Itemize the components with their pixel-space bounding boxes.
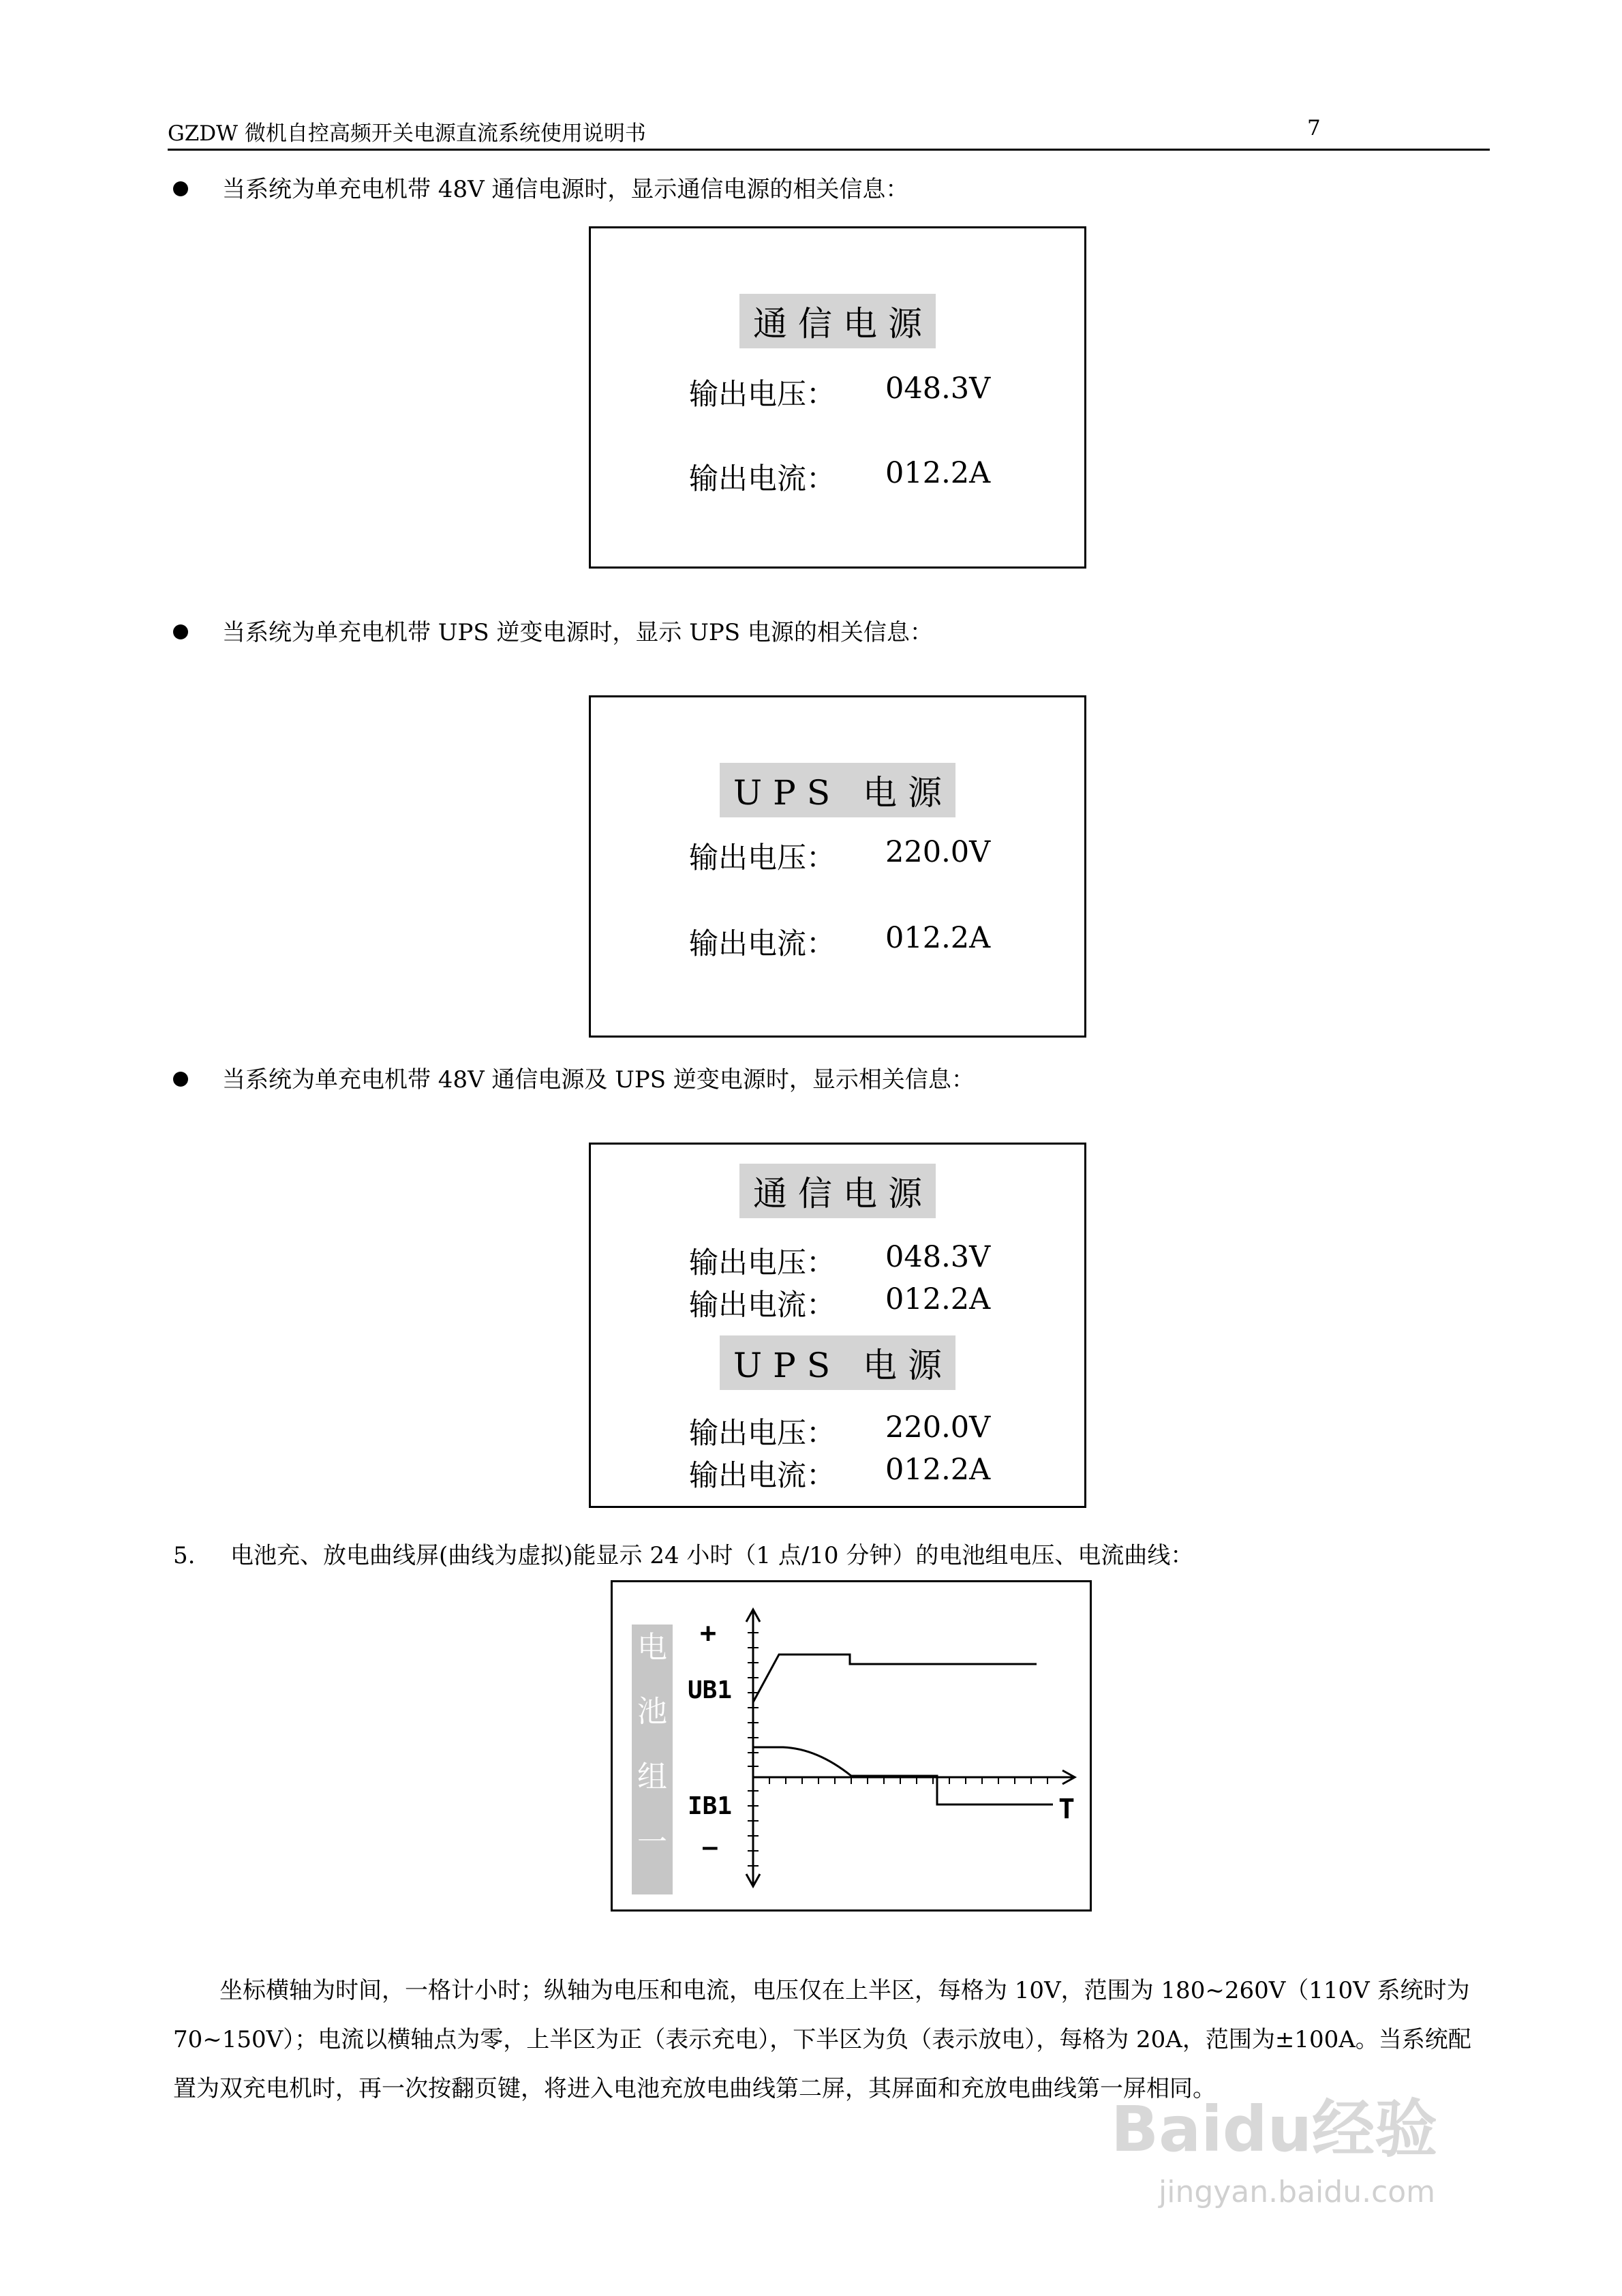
bullet-item-3 <box>173 1061 975 1094</box>
current-label: 输出电流： <box>689 1459 836 1493</box>
voltage-curve <box>753 1655 1037 1702</box>
current-label: 输出电流： <box>689 927 836 961</box>
t-axis-label: T <box>1058 1794 1075 1825</box>
voltage-value: 220.0V <box>885 835 991 869</box>
minus-sign: – <box>703 1833 718 1861</box>
current-value: 012.2A <box>885 456 991 490</box>
screen-title: UPS 电源 <box>720 763 955 817</box>
current-value: 012.2A <box>885 1282 991 1316</box>
bullet-item-2 <box>173 614 933 647</box>
side-label-char-1: 电 <box>637 1630 667 1665</box>
screen-title-ups: UPS 电源 <box>720 1335 955 1390</box>
bullet-item-1 <box>173 170 908 204</box>
baidu-watermark-url: jingyan.baidu.com <box>1159 2175 1436 2209</box>
current-label: 输出电流： <box>689 1288 836 1323</box>
comm-and-ups-screen <box>589 1143 1086 1508</box>
side-label-char-4: 一 <box>637 1825 667 1860</box>
voltage-label: 输出电压： <box>689 1417 836 1451</box>
side-label-char-2: 池 <box>637 1694 667 1729</box>
battery-curve-diagram <box>613 1582 1090 1909</box>
voltage-value: 048.3V <box>885 1240 991 1274</box>
side-label-char-3: 组 <box>637 1759 667 1794</box>
ub1-label: UB1 <box>688 1676 733 1704</box>
plus-sign: + <box>700 1618 717 1649</box>
voltage-value: 220.0V <box>885 1410 991 1445</box>
ib1-label: IB1 <box>688 1792 733 1820</box>
screen-title-comm: 通信电源 <box>739 1164 936 1218</box>
section-5-heading <box>173 1537 1193 1570</box>
current-value: 012.2A <box>885 1453 991 1487</box>
bullet-text-3: 当系统为单充电机带 48V 通信电源及 UPS 逆变电源时，显示相关信息： <box>222 1066 975 1093</box>
bullet-dot-icon <box>173 624 188 639</box>
body-paragraph: 坐标横轴为时间，一格计小时；纵轴为电压和电流，电压仅在上半区，每格为 10V，范围为 180~260V（110V 系统时为 70~150V）；电流以横轴点为零，上半区为正（表示充电），下半区为负（表示放电），每格为 20A，范围为±100A。当系统配置为双充电机时，再一次按翻页键，将进入电池充放电曲线第二屏，其屏面和充放电曲线第一屏相同。 <box>173 1977 1471 2102</box>
bullet-dot-icon <box>173 181 188 196</box>
page-header-title: GZDW 微机自控高频开关电源直流系统使用说明书 <box>168 121 646 146</box>
bullet-dot-icon <box>173 1072 188 1087</box>
battery-curve-screen <box>611 1580 1092 1912</box>
bullet-text-1: 当系统为单充电机带 48V 通信电源时，显示通信电源的相关信息： <box>222 176 909 203</box>
comm-power-screen <box>589 226 1086 569</box>
section-number: 5. <box>173 1542 196 1569</box>
voltage-label: 输出电压： <box>689 841 836 875</box>
current-label: 输出电流： <box>689 462 836 496</box>
header-rule <box>168 149 1490 151</box>
voltage-label: 输出电压： <box>689 1246 836 1280</box>
screen-title: 通信电源 <box>739 294 936 348</box>
current-value: 012.2A <box>885 921 991 955</box>
voltage-label: 输出电压： <box>689 378 836 412</box>
page-number: 7 <box>1307 116 1321 140</box>
current-curve <box>753 1747 1053 1804</box>
section-text: 电池充、放电曲线屏(曲线为虚拟)能显示 24 小时（1 点/10 分钟）的电池组电压、电流曲线： <box>230 1542 1194 1569</box>
ups-power-screen <box>589 695 1086 1038</box>
bullet-text-2: 当系统为单充电机带 UPS 逆变电源时，显示 UPS 电源的相关信息： <box>222 619 933 646</box>
baidu-watermark-logo: Baidu经验 <box>1111 2093 1438 2166</box>
voltage-value: 048.3V <box>885 372 991 406</box>
